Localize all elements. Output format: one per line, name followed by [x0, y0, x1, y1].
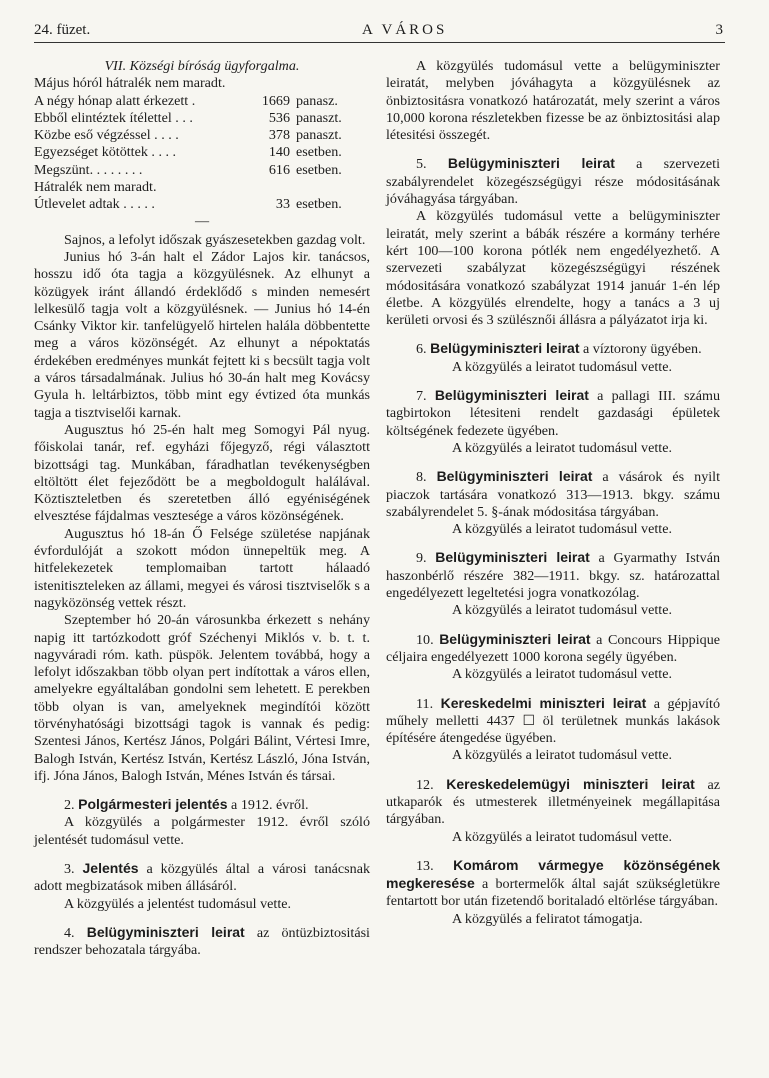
item-title: Belügyminiszteri leirat	[439, 630, 591, 647]
stat-label: Útlevelet adtak . . . . .	[34, 196, 155, 213]
page-number: 3	[715, 22, 723, 38]
section-title: VII. Községi bíróság ügyforgalma.	[104, 58, 300, 74]
stat-row	[34, 93, 370, 110]
agenda-item	[386, 776, 720, 846]
header-rule	[34, 42, 725, 43]
paragraph: Augusztus hó 18-án Ő Felsége születése napjának évfordulóját a szokott módon ünnepeltük meg. A hitfelekezetek templomaiban tartott hálaadó istenitiszteleken az állami, megyei és városi tisztviselők s a nagyközönség vettek részt.	[34, 525, 370, 611]
item-text: a Gyarmathy István haszonbérlő részére 382—1911. bkgy. sz. határozattal engedélyezett legeltetési jogra vonatkozólag.	[386, 550, 720, 602]
paragraph: Szeptember hó 20-án városunkba érkezett s nehány napig itt tartózkodott gróf Széchenyi Miklós v. b. t. t. nagyváradi róm. kath. püspök. Jelentem továbbá, hogy a lefolyt időszakban több olyan pert indítottak a város ellen, amelyekre egyáltalában gondolni sem lehetett. E perekben több olyan is van, amelyeknek megindítói között törvényhatósági bizottsági tagok is vannak és pedig: Szentesi János, Kertész János, Polgári Bálint, Vértesi Imre, Balogh István, Kertész István, Kertész László, Jóna István, ifj. Jóna János, Balogh István, Ménes István és társai.	[34, 612, 370, 784]
item-text: a Concours Hippique céljaira engedélyezett 1000 korona segély ügyében.	[386, 631, 720, 665]
item-verdict: A közgyülés a leiratot tudomásul vette.	[452, 602, 672, 619]
item-verdict: A közgyülés a leiratot tudomásul vette.	[452, 439, 672, 456]
paragraph: Junius hó 3-án halt el Zádor Lajos kir. tanácsos, hosszu idő óta tagja a közgyülésnek. Az elhunyt a közügyek iránt állandó érdeklődő s minden nemesért lelkesülő tagja volt a közgyülésnek. — Junius hó 14-én Csánky Viktor kir. tanfelügyelő hirtelen halála döbbentette meg a város közönségét. Az elhunyt a népoktatás érdekében eredményes munkát fejtett ki s becsült tagja volt a város társadalmának. Julius hó 30-án halt meg Kovácsy Gyula h. leltárbiztos, több mint egy évtized óta munkás tagja a tisztviselői karnak.	[34, 248, 370, 421]
item-body: A közgyülés tudomásul vette a belügyminiszter leiratát, mely szerint a bábák részére a kormány terhére kért 100—100 korona pótlék nem engedélyezhető. A szervezeti szabályzat közegészségügyi részének módositására vonatkozó szabályzat 1914 január 1-én lép életbe. A közgyülés elrendelte, hogy a tanács a 3 uj kerületi orvosi és 3 szülésznői állásra a pályázatot irja ki.	[386, 208, 720, 329]
agenda-item	[386, 695, 720, 765]
stat-value: 616	[268, 161, 290, 178]
item-text: az utkaparók és utmesterek illetményeinek megállapitása tárgyában.	[386, 776, 720, 828]
right-column	[386, 58, 720, 928]
stat-row	[34, 144, 370, 161]
item-title: Polgármesteri jelentés	[78, 796, 228, 813]
item-title: Belügyminiszteri leirat	[436, 468, 593, 485]
item-verdict: A közgyülés a leiratot tudomásul vette.	[452, 828, 672, 845]
agenda-item	[386, 549, 720, 619]
item-title: Jelentés	[82, 860, 139, 877]
item-text: a víztorony ügyében.	[579, 341, 702, 358]
stat-label: Közbe eső végzéssel . . . .	[34, 127, 179, 144]
agenda-item	[34, 924, 370, 960]
stat-unit: panaszt.	[296, 109, 342, 126]
item-text: a gépjavító műhely melletti 4437 ☐ öl területnek munkás lakások építésére átengedése ügyében.	[386, 695, 720, 747]
item-verdict: A közgyülés a feliratot támogatja.	[452, 910, 643, 927]
item-body: A közgyülés a polgármester 1912. évről szóló jelentését tudomásul vette.	[34, 814, 370, 848]
item-number: 3.	[64, 861, 75, 878]
item-number: 12.	[416, 776, 434, 793]
item-text: a pallagi III. számu tagbirtokon létesiteni rendelt gazdasági épületek költségének fedezete ügyében.	[386, 388, 720, 439]
item-title: Komárom vármegye közönségének megkeresése	[386, 856, 720, 892]
publication-title: A VÁROS	[362, 22, 448, 38]
item-number: 11.	[416, 695, 434, 712]
stat-label: Egyezséget kötöttek . . . .	[34, 144, 177, 161]
stat-unit: esetben.	[296, 161, 342, 178]
item-text: a 1912. évről.	[227, 797, 309, 814]
item-title: Belügyminiszteri leirat	[430, 340, 580, 357]
agenda-item	[386, 857, 720, 928]
stat-unit: esetben.	[296, 144, 342, 161]
agenda-item	[386, 468, 720, 538]
item-number: 6.	[416, 341, 427, 358]
stat-value: 536	[268, 109, 290, 126]
item-title: Kereskedelmi miniszteri leirat	[440, 694, 647, 711]
item-number: 8.	[416, 469, 427, 486]
stat-value: 140	[268, 144, 290, 161]
separator-dash: —	[194, 212, 210, 229]
paragraph: Augusztus hó 25-én halt meg Somogyi Pál nyug. főiskolai tanár, ref. egyházi főjegyző, régi választott bizottsági tag. Munkában, fáradhatlan tevékenységben eltöltött élet fejeződött be a megboldogult halálával. Köztiszteletben és szeretetben álló egyéniségének elvesztése fájdalmas vesztesége a város közönségének.	[34, 421, 370, 525]
stat-label: A négy hónap alatt érkezett .	[34, 92, 196, 109]
item-title: Belügyminiszteri leirat	[447, 155, 615, 172]
stat-row	[34, 127, 370, 144]
intro-paragraph: A közgyülés tudomásul vette a belügyminiszter leiratát, melyben jóváhagyta a közgyülésnek az önbiztositásra vonatkozó határozatát, mely szerint a város 10,000 korona részletekben fizesse be az önbiztositási alap létesitési összegét.	[386, 58, 720, 144]
paragraph: Sajnos, a lefolyt időszak gyászesetekben gazdag volt.	[64, 231, 366, 248]
agenda-item	[34, 796, 370, 849]
item-number: 13.	[416, 857, 434, 874]
agenda-item	[386, 387, 720, 457]
stat-row	[34, 162, 370, 179]
stat-unit: esetben.	[296, 196, 342, 213]
item-text: a közgyülés által a városi tanácsnak adott megbizatások miben állásáról.	[34, 861, 370, 895]
item-number: 7.	[416, 388, 427, 405]
item-text: a vásárok és nyilt piaczok tartására vonatkozó 313—1913. bkgy. számu szabályrendelet 5. §-ának módositása tárgyában.	[386, 469, 720, 520]
item-number: 9.	[416, 550, 427, 567]
item-title: Belügyminiszteri leirat	[86, 923, 245, 940]
item-title: Kereskedelemügyi miniszteri leirat	[446, 775, 695, 792]
item-verdict: A közgyülés a leiratot tudomásul vette.	[452, 666, 672, 683]
item-text: az öntüzbiztositási rendszer behozatala tárgyába.	[34, 924, 370, 959]
stat-unit: panasz.	[296, 92, 338, 109]
stat-value: 33	[275, 196, 290, 213]
stats-remaining: Hátralék nem maradt.	[34, 179, 157, 196]
stat-value: 1669	[261, 92, 290, 109]
item-text: a bortermelők által saját szükségletükre fentartott bor után fizetendő boritaladó eltörlése tárgyában.	[386, 876, 720, 910]
left-column	[34, 58, 370, 960]
item-verdict: A közgyülés a leiratot tudomásul vette.	[452, 358, 672, 375]
item-verdict: A közgyülés a jelentést tudomásul vette.	[64, 895, 292, 912]
item-verdict: A közgyülés a leiratot tudomásul vette.	[452, 747, 672, 764]
agenda-item	[34, 860, 370, 913]
item-number: 2.	[64, 797, 75, 814]
agenda-item	[386, 340, 720, 376]
stat-row	[34, 196, 370, 213]
stat-label: Megszünt. . . . . . . .	[34, 161, 143, 178]
item-number: 10.	[416, 631, 434, 648]
stat-unit: panaszt.	[296, 127, 342, 144]
item-number: 5.	[416, 156, 427, 173]
item-text: a szervezeti szabályrendelet közegészségügyi része módositásának jóváhagyása tárgyában.	[386, 156, 720, 208]
stat-value: 378	[268, 127, 290, 144]
item-title: Belügyminiszteri leirat	[435, 549, 590, 566]
stat-label: Ebből elintéztek ítélettel . . .	[34, 109, 193, 126]
stat-row	[34, 110, 370, 127]
item-verdict: A közgyülés a leiratot tudomásul vette.	[452, 521, 672, 538]
issue-number: 24. füzet.	[34, 22, 91, 38]
item-number: 4.	[64, 924, 75, 941]
agenda-item	[386, 155, 720, 329]
agenda-item	[386, 631, 720, 684]
page-header	[34, 22, 723, 42]
stats-intro: Május hóról hátralék nem maradt.	[34, 75, 226, 92]
item-title: Belügyminiszteri leirat	[434, 387, 589, 404]
